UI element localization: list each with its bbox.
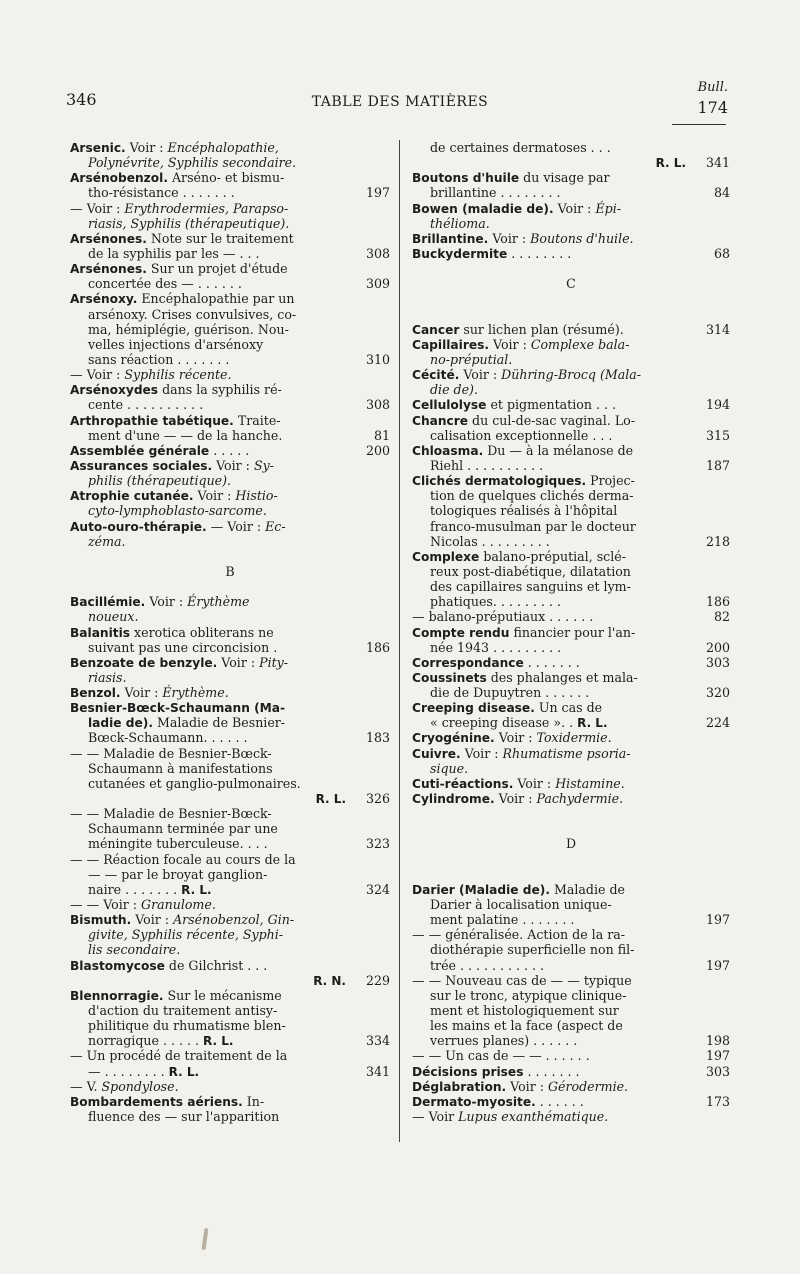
entry-text: Assurances sociales. Voir : Sy- xyxy=(70,457,274,473)
index-entry-line xyxy=(412,609,730,624)
entry-text: riasis. xyxy=(88,669,127,685)
entry-text: zéma. xyxy=(88,533,126,549)
entry-text: Chancre du cul-de-sac vaginal. Lo- xyxy=(412,412,636,428)
index-entry-line xyxy=(70,1048,390,1063)
index-entry-line xyxy=(412,458,730,473)
entry-text: Bœck-Schaumann. . . . . . xyxy=(88,730,248,746)
blank-line xyxy=(70,579,390,594)
index-entry-line xyxy=(70,897,390,912)
index-entry-line xyxy=(412,140,730,155)
entry-text: thélioma. xyxy=(430,215,490,231)
index-entry-line xyxy=(412,413,730,428)
index-entry-line xyxy=(412,382,730,397)
entry-text: franco-musulman par le docteur xyxy=(430,518,636,534)
entry-page-number: 173 xyxy=(705,1093,730,1109)
index-entry-line xyxy=(412,670,730,685)
entry-text: née 1943 . . . . . . . . . xyxy=(430,639,562,655)
blank-line xyxy=(412,821,730,836)
entry-text: Compte rendu financier pour l'an- xyxy=(412,624,636,640)
entry-page-number: 308 xyxy=(365,245,390,261)
page-number: 346 xyxy=(66,90,97,109)
entry-text: phatiques. . . . . . . . . xyxy=(430,594,561,610)
index-entry-line xyxy=(412,655,730,670)
blank-line xyxy=(412,261,730,276)
index-entry-line xyxy=(70,503,390,518)
entry-text: tion de quelques clichés derma- xyxy=(430,488,634,504)
entry-text: no-préputial. xyxy=(430,351,513,367)
entry-page-number: 82 xyxy=(713,609,730,625)
entry-text: ladie de). Maladie de Besnier- xyxy=(88,715,286,731)
index-entry-line xyxy=(70,397,390,412)
entry-page-number: 187 xyxy=(705,457,730,473)
entry-text: Blastomycose de Gilchrist . . . xyxy=(70,957,268,973)
index-entry-line xyxy=(70,140,390,155)
entry-text: — — Maladie de Besnier-Bœck- xyxy=(70,745,272,761)
entry-text: Complexe balano-préputial, sclé- xyxy=(412,548,626,564)
index-entry-line xyxy=(70,912,390,927)
index-entry-line xyxy=(412,625,730,640)
index-entry-line xyxy=(70,730,390,745)
index-entry-line xyxy=(412,958,730,973)
index-entry-line xyxy=(70,428,390,443)
index-entry-line xyxy=(70,291,390,306)
index-entry-line xyxy=(412,594,730,609)
blank-line xyxy=(412,291,730,306)
index-entry-line xyxy=(412,488,730,503)
entry-text: Cuti-réactions. Voir : Histamine. xyxy=(412,775,625,791)
entry-text: trée . . . . . . . . . . . xyxy=(430,957,545,973)
entry-text: — — Un cas de — — . . . . . . xyxy=(412,1048,590,1064)
blank-line xyxy=(412,307,730,322)
index-entry-line xyxy=(412,973,730,988)
index-entry-line xyxy=(412,715,730,730)
entry-text: cyto-lymphoblasto-sarcome. xyxy=(88,503,267,519)
index-entry-line xyxy=(70,473,390,488)
blank-line xyxy=(412,852,730,867)
entry-text: tologiques réalisés à l'hôpital xyxy=(430,503,618,519)
entry-text: cente . . . . . . . . . . xyxy=(88,397,204,413)
entry-text: ment et histologiquement sur xyxy=(430,1003,619,1019)
index-entry-line xyxy=(70,1094,390,1109)
index-entry-line xyxy=(412,1018,730,1033)
index-entry-line xyxy=(412,700,730,715)
entry-text: Atrophie cutanée. Voir : Histio- xyxy=(70,488,278,504)
entry-text: — — Maladie de Besnier-Bœck- xyxy=(70,806,272,822)
entry-text: sur le tronc, atypique clinique- xyxy=(430,987,627,1003)
entry-text: Darier à localisation unique- xyxy=(430,897,612,913)
entry-page-number: 218 xyxy=(705,533,730,549)
entry-text: Cuivre. Voir : Rhumatisme psoria- xyxy=(412,745,631,761)
index-entry-line xyxy=(412,443,730,458)
entry-page-number: 320 xyxy=(705,685,730,701)
entry-text: Chloasma. Du — à la mélanose de xyxy=(412,442,634,458)
entry-text: Schaumann à manifestations xyxy=(88,760,273,776)
index-entry-line xyxy=(70,791,390,806)
index-entry-line xyxy=(412,791,730,806)
entry-text: noueux. xyxy=(88,609,139,625)
entry-text: Nicolas . . . . . . . . . xyxy=(430,533,550,549)
entry-page-number: 194 xyxy=(705,397,730,413)
index-entry-line xyxy=(70,322,390,337)
entry-page-number: 308 xyxy=(365,397,390,413)
entry-text: — — généralisée. Action de la ra- xyxy=(412,927,626,943)
entry-page-number: 303 xyxy=(705,654,730,670)
index-entry-line xyxy=(70,655,390,670)
index-entry-line xyxy=(412,519,730,534)
index-entry-line xyxy=(70,185,390,200)
index-entry-line xyxy=(412,352,730,367)
entry-page-number: 341 xyxy=(365,1063,390,1079)
entry-text: — Voir Lupus exanthématique. xyxy=(412,1109,609,1124)
entry-text: Benzoate de benzyle. Voir : Pity- xyxy=(70,654,289,670)
index-entry-line xyxy=(70,1109,390,1124)
index-entry-line xyxy=(70,1018,390,1033)
index-entry-line xyxy=(70,882,390,897)
index-entry-line xyxy=(70,1033,390,1048)
entry-text: Capillaires. Voir : Complexe bala- xyxy=(412,336,630,352)
index-column-right xyxy=(412,140,730,1124)
entry-text: — Voir : Erythrodermies, Parapso- xyxy=(70,200,289,216)
entry-page-number: 326 xyxy=(365,791,390,807)
index-entry-line xyxy=(412,1109,730,1124)
entry-text: Arsénoxydes dans la syphilis ré- xyxy=(70,382,282,398)
index-entry-line xyxy=(70,519,390,534)
index-entry-line xyxy=(412,1079,730,1094)
index-entry-line xyxy=(70,806,390,821)
index-entry-line xyxy=(70,458,390,473)
entry-text: lis secondaire. xyxy=(88,942,181,958)
entry-text: Assemblée générale . . . . . xyxy=(70,442,250,458)
entry-text: arsénoxy. Crises convulsives, co- xyxy=(88,306,297,322)
entry-text: ma, hémiplégie, guérison. Nou- xyxy=(88,321,289,337)
index-entry-line xyxy=(412,730,730,745)
entry-text: — Un procédé de traitement de la xyxy=(70,1048,288,1064)
entry-text: Bacillémie. Voir : Érythème xyxy=(70,594,250,610)
entry-page-number: 200 xyxy=(705,639,730,655)
section-letter: B xyxy=(225,563,235,579)
pen-mark xyxy=(201,1228,208,1250)
entry-text: norragique . . . . . R. L. xyxy=(88,1033,234,1049)
entry-text: sique. xyxy=(430,760,469,776)
index-entry-line xyxy=(412,428,730,443)
entry-text: Cécité. Voir : Dühring-Brocq (Mala- xyxy=(412,367,642,383)
index-entry-line xyxy=(412,503,730,518)
entry-text: Benzol. Voir : Érythème. xyxy=(70,685,229,701)
entry-page-number: 310 xyxy=(365,351,390,367)
index-entry-line xyxy=(412,640,730,655)
index-entry-line xyxy=(70,261,390,276)
index-entry-line xyxy=(412,231,730,246)
entry-text: philitique du rhumatisme blen- xyxy=(88,1018,286,1034)
index-entry-line xyxy=(70,761,390,776)
entry-page-number: 197 xyxy=(365,185,390,201)
index-entry-line xyxy=(412,322,730,337)
index-entry-line xyxy=(412,549,730,564)
entry-text: riasis, Syphilis (thérapeutique). xyxy=(88,215,290,231)
entry-text: — Voir : Syphilis récente. xyxy=(70,367,232,383)
index-entry-line xyxy=(70,413,390,428)
index-entry-line xyxy=(412,170,730,185)
index-entry-line xyxy=(70,1064,390,1079)
entry-text: Schaumann terminée par une xyxy=(88,821,278,837)
index-entry-line xyxy=(412,1064,730,1079)
entry-page-number: 84 xyxy=(713,185,730,201)
entry-text: Cryogénine. Voir : Toxidermie. xyxy=(412,730,612,746)
section-letter: C xyxy=(566,276,576,292)
entry-text: Arsénones. Sur un projet d'étude xyxy=(70,261,288,277)
entry-text: Darier (Maladie de). Maladie de xyxy=(412,881,625,897)
entry-text: Polynévrite, Syphilis secondaire. xyxy=(88,155,297,171)
entry-page-number: 224 xyxy=(705,715,730,731)
blank-line xyxy=(412,806,730,821)
entry-text: Arsenic. Voir : Encéphalopathie, xyxy=(70,140,279,155)
entry-page-number: 334 xyxy=(365,1033,390,1049)
entry-text: « creeping disease ». . R. L. xyxy=(430,715,608,731)
entry-text: Clichés dermatologiques. Projec- xyxy=(412,473,635,489)
entry-text: — — par le broyat ganglion- xyxy=(88,866,268,882)
entry-text: givite, Syphilis récente, Syphi- xyxy=(88,927,284,943)
entry-page-number: 229 xyxy=(365,972,390,988)
index-entry-line xyxy=(412,776,730,791)
entry-page-number: 314 xyxy=(705,321,730,337)
entry-text: naire . . . . . . . R. L. xyxy=(88,881,212,897)
index-entry-line xyxy=(70,942,390,957)
entry-text: Buckydermite . . . . . . . . xyxy=(412,245,572,261)
index-entry-line xyxy=(412,246,730,261)
entry-text: Balanitis xerotica obliterans ne xyxy=(70,624,274,640)
index-entry-line xyxy=(70,685,390,700)
entry-text: diothérapie superficielle non fil- xyxy=(430,942,635,958)
entry-text: Coussinets des phalanges et mala- xyxy=(412,669,638,685)
running-title: TABLE DES MATIÈRES xyxy=(311,94,489,110)
entry-text: Blennorragie. Sur le mécanisme xyxy=(70,987,282,1003)
entry-text: de certaines dermatoses . . . xyxy=(430,140,611,155)
entry-text: Riehl . . . . . . . . . . xyxy=(430,457,544,473)
index-entry-line xyxy=(412,912,730,927)
entry-page-number: 341 xyxy=(705,155,730,171)
entry-page-number: 324 xyxy=(365,881,390,897)
entry-page-number: 200 xyxy=(365,442,390,458)
index-entry-line xyxy=(412,337,730,352)
entry-page-number: 186 xyxy=(705,594,730,610)
index-entry-line xyxy=(412,579,730,594)
index-entry-line xyxy=(412,1033,730,1048)
index-entry-line xyxy=(412,1048,730,1063)
index-entry-line xyxy=(70,867,390,882)
index-entry-line xyxy=(70,700,390,715)
index-entry-line xyxy=(70,927,390,942)
entry-text: Brillantine. Voir : Boutons d'huile. xyxy=(412,230,634,246)
entry-text: R. L. xyxy=(655,156,686,171)
entry-text: Arsénobenzol. Arséno- et bismu- xyxy=(70,170,285,186)
index-entry-line xyxy=(70,382,390,397)
index-entry-line xyxy=(412,988,730,1003)
index-entry-line xyxy=(70,201,390,216)
index-entry-line xyxy=(70,276,390,291)
index-entry-line xyxy=(70,352,390,367)
index-entry-line xyxy=(412,685,730,700)
entry-text: die de). xyxy=(430,382,478,398)
index-entry-line xyxy=(70,488,390,503)
entry-text: ment palatine . . . . . . . xyxy=(430,912,575,928)
entry-page-number: 183 xyxy=(365,730,390,746)
index-entry-line xyxy=(412,1094,730,1109)
entry-page-number: 186 xyxy=(365,639,390,655)
index-entry-line xyxy=(70,776,390,791)
volume-number: 174 xyxy=(697,98,728,117)
index-entry-line xyxy=(70,958,390,973)
entry-page-number: 197 xyxy=(705,1048,730,1064)
entry-text: Cancer sur lichen plan (résumé). xyxy=(412,321,624,337)
index-entry-line xyxy=(412,367,730,382)
index-entry-line xyxy=(412,155,730,170)
index-entry-line xyxy=(412,185,730,200)
entry-text: ment d'une — — de la hanche. xyxy=(88,427,283,443)
index-entry-line xyxy=(70,443,390,458)
index-entry-line xyxy=(70,1003,390,1018)
entry-text: velles injections d'arsénoxy xyxy=(88,336,264,352)
index-entry-line xyxy=(70,337,390,352)
entry-text: fluence des — sur l'apparition xyxy=(88,1109,280,1124)
index-entry-line xyxy=(70,609,390,624)
entry-text: tho-résistance . . . . . . . xyxy=(88,185,235,201)
index-entry-line xyxy=(70,170,390,185)
entry-page-number: 68 xyxy=(713,245,730,261)
entry-text: — . . . . . . . . R. L. xyxy=(88,1063,200,1079)
blank-line xyxy=(70,549,390,564)
entry-text: — V. Spondylose. xyxy=(70,1078,179,1094)
entry-text: Correspondance . . . . . . . xyxy=(412,654,580,670)
entry-text: concertée des — . . . . . . xyxy=(88,276,242,292)
index-entry-line xyxy=(70,367,390,382)
index-entry-line xyxy=(70,246,390,261)
entry-text: Dermato-myosite. . . . . . . xyxy=(412,1093,584,1109)
entry-text: Auto-ouro-thérapie. — Voir : Ec- xyxy=(70,518,286,534)
index-entry-line xyxy=(412,534,730,549)
index-entry-line xyxy=(70,1079,390,1094)
index-entry-line xyxy=(70,973,390,988)
entry-text: sans réaction . . . . . . . xyxy=(88,351,230,367)
entry-text: Besnier-Bœck-Schaumann (Ma- xyxy=(70,701,286,716)
entry-text: Bismuth. Voir : Arsénobenzol, Gin- xyxy=(70,912,295,928)
entry-text: philis (thérapeutique). xyxy=(88,473,232,489)
index-entry-line xyxy=(412,746,730,761)
entry-text: Cellulolyse et pigmentation . . . xyxy=(412,397,616,413)
section-letter: D xyxy=(565,836,577,852)
blank-line xyxy=(412,867,730,882)
index-entry-line xyxy=(70,670,390,685)
entry-text: R. N. xyxy=(313,973,346,988)
entry-text: Arsénones. Note sur le traitement xyxy=(70,230,294,246)
entry-text: Décisions prises . . . . . . . xyxy=(412,1063,580,1079)
entry-text: les mains et la face (aspect de xyxy=(430,1018,623,1034)
entry-text: Bowen (maladie de). Voir : Épi- xyxy=(412,200,621,216)
index-entry-line xyxy=(70,640,390,655)
entry-page-number: 315 xyxy=(705,427,730,443)
entry-text: verrues planes) . . . . . . xyxy=(430,1033,578,1049)
index-entry-line xyxy=(412,397,730,412)
entry-text: reux post-diabétique, dilatation xyxy=(430,563,631,579)
entry-text: brillantine . . . . . . . . xyxy=(430,185,561,201)
index-entry-line xyxy=(70,715,390,730)
index-entry-line xyxy=(412,882,730,897)
index-entry-line xyxy=(70,307,390,322)
index-entry-line xyxy=(412,564,730,579)
entry-text: des capillaires sanguins et lym- xyxy=(430,579,631,595)
index-entry-line xyxy=(412,927,730,942)
entry-text: Cylindrome. Voir : Pachydermie. xyxy=(412,791,624,807)
entry-text: — — Réaction focale au cours de la xyxy=(70,851,296,867)
index-entry-line xyxy=(70,534,390,549)
entry-text: Bombardements aériens. In- xyxy=(70,1093,265,1109)
entry-text: de la syphilis par les — . . . xyxy=(88,245,260,261)
entry-page-number: 323 xyxy=(365,836,390,852)
entry-text: R. L. xyxy=(315,792,346,807)
entry-page-number: 197 xyxy=(705,957,730,973)
index-entry-line xyxy=(70,231,390,246)
entry-text: Boutons d'huile du visage par xyxy=(412,170,610,186)
entry-text: calisation exceptionnelle . . . xyxy=(430,427,613,443)
entry-text: Déglabration. Voir : Gérodermie. xyxy=(412,1078,629,1094)
index-entry-line xyxy=(70,746,390,761)
index-column-left xyxy=(70,140,390,1124)
entry-text: — balano-préputiaux . . . . . . xyxy=(412,609,594,625)
entry-text: — — Nouveau cas de — — typique xyxy=(412,972,632,988)
index-entry-line xyxy=(70,836,390,851)
entry-text: die de Dupuytren . . . . . . xyxy=(430,685,590,701)
entry-text: méningite tuberculeuse. . . . xyxy=(88,836,268,852)
index-entry-line xyxy=(412,897,730,912)
entry-text: — — Voir : Granulome. xyxy=(70,897,216,913)
index-entry-line xyxy=(70,988,390,1003)
entry-page-number: 303 xyxy=(705,1063,730,1079)
index-entry-line xyxy=(412,942,730,957)
entry-text: d'action du traitement antisy- xyxy=(88,1003,278,1019)
column-divider xyxy=(399,140,400,1142)
entry-text: suivant pas une circoncision . xyxy=(88,639,278,655)
index-entry-line xyxy=(412,216,730,231)
index-entry-line xyxy=(412,473,730,488)
entry-page-number: 197 xyxy=(705,912,730,928)
entry-page-number: 198 xyxy=(705,1033,730,1049)
index-entry-line xyxy=(412,201,730,216)
index-entry-line xyxy=(70,821,390,836)
index-entry-line xyxy=(70,594,390,609)
index-entry-line xyxy=(70,216,390,231)
entry-page-number: 81 xyxy=(373,427,390,443)
index-entry-line xyxy=(70,852,390,867)
header-rule xyxy=(672,124,726,125)
index-entry-line xyxy=(412,1003,730,1018)
entry-text: Creeping disease. Un cas de xyxy=(412,700,603,716)
entry-text: Arthropathie tabétique. Traite- xyxy=(70,412,281,428)
entry-text: Arsénoxy. Encéphalopathie par un xyxy=(70,291,295,307)
index-entry-line xyxy=(412,761,730,776)
entry-page-number: 309 xyxy=(365,276,390,292)
bulletin-label: Bull. xyxy=(697,80,728,95)
entry-text: cutanées et ganglio-pulmonaires. xyxy=(88,775,301,791)
index-entry-line xyxy=(70,155,390,170)
index-entry-line xyxy=(70,625,390,640)
